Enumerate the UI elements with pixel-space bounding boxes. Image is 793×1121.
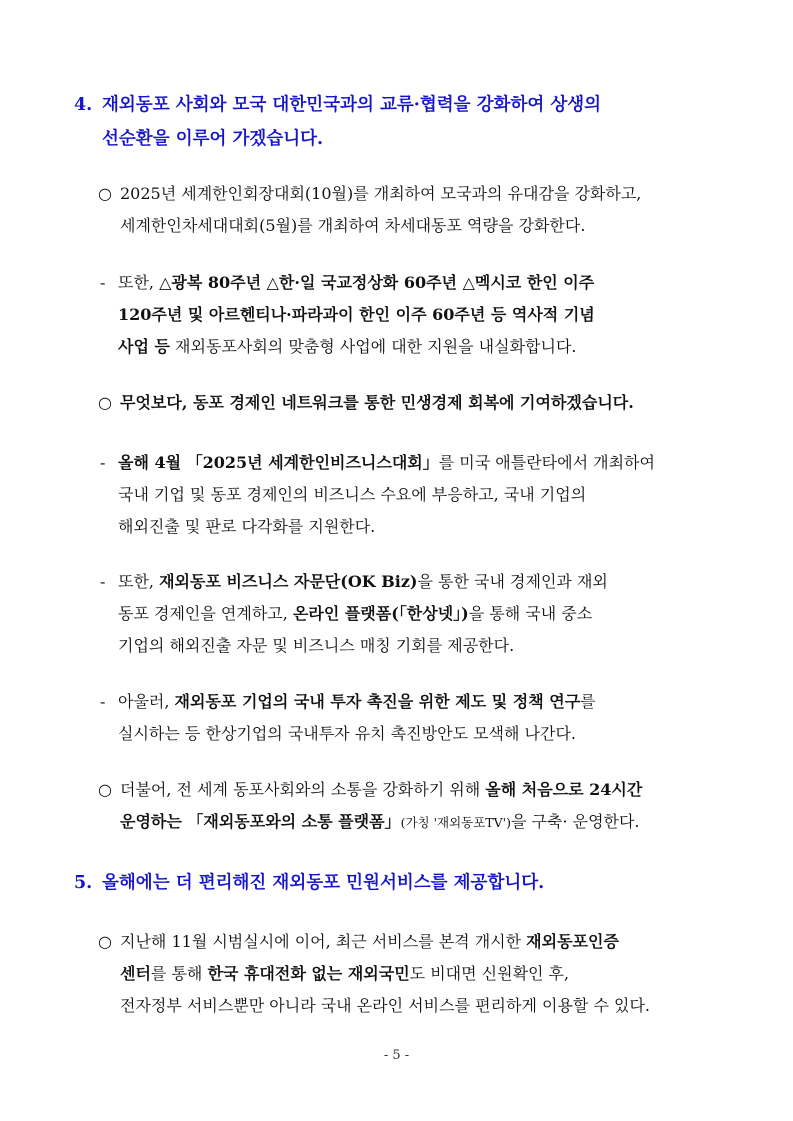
text-run: 지난해 11월 시범실시에 이어, 최근 서비스를 본격 개시한: [120, 932, 527, 951]
text-run: 재외동포사회의 맞춤형 사업에 대한 지원을 내실화합니다.: [169, 337, 577, 356]
text-run: 를 통해: [150, 964, 208, 983]
text-run: 을 통한 국내 경제인과 재외: [417, 572, 608, 591]
bullet-paragraph: [98, 926, 720, 1022]
paragraph-line: 실시하는 등 한상기업의 국내투자 유치 촉진방안도 모색해 나간다.: [118, 724, 577, 743]
section-5-heading: [74, 866, 724, 900]
bold-text: 올해 처음으로 24시간: [485, 780, 643, 799]
dash-paragraph: [100, 447, 720, 543]
text-run: 을 구축· 운영한다.: [510, 812, 640, 831]
bold-text: 온라인 플랫폼(「한상넷」): [292, 604, 469, 623]
bullet-paragraph: [98, 387, 720, 419]
text-run: 도 비대면 신원확인 후,: [409, 964, 570, 983]
dash-paragraph: [100, 267, 720, 363]
text-run: 아울러,: [118, 692, 175, 711]
bullet-paragraph: [98, 178, 720, 242]
section-title-line: 선순환을 이루어 가겠습니다.: [102, 129, 324, 149]
circle-bullet: ○: [98, 780, 112, 799]
bold-text: 재외동포인증: [526, 932, 619, 951]
text-run: 를 미국 애틀란타에서 개최하여: [438, 453, 655, 472]
bold-text: 무엇보다, 동포 경제인 네트워크를 통한 민생경제 회복에 기여하겠습니다.: [120, 393, 634, 412]
text-run: 또한,: [118, 572, 160, 591]
bold-text: 운영하는 「재외동포와의 소통 플랫폼」: [120, 812, 401, 831]
text-run: 을 통해 국내 중소: [468, 604, 593, 623]
text-run: 더불어, 전 세계 동포사회와의 소통을 강화하기 위해: [120, 780, 486, 799]
text-run: 동포 경제인을 연계하고,: [118, 604, 293, 623]
section-title-line: 올해에는 더 편리해진 재외동포 민원서비스를 제공합니다.: [102, 873, 545, 893]
section-number: 5.: [74, 873, 93, 893]
paragraph-line: 해외진출 및 판로 다각화를 지원한다.: [118, 517, 376, 536]
dash-bullet: -: [100, 273, 106, 292]
text-run: 또한,: [118, 273, 160, 292]
dash-bullet: -: [100, 692, 106, 711]
section-4-heading: [74, 88, 724, 156]
dash-paragraph: [100, 686, 720, 750]
bold-text: △광복 80주년 △한·일 국교정상화 60주년 △멕시코 한인 이주: [159, 273, 595, 292]
bold-text: 한국 휴대전화 없는 재외국민: [207, 964, 410, 983]
bold-text: 센터: [120, 964, 151, 983]
circle-bullet: ○: [98, 184, 112, 203]
paragraph-line: 전자정부 서비스뿐만 아니라 국내 온라인 서비스를 편리하게 이용할 수 있다.: [120, 996, 650, 1015]
dash-paragraph: [100, 566, 720, 662]
dash-bullet: -: [100, 572, 106, 591]
paragraph-line: 국내 기업 및 동포 경제인의 비즈니스 수요에 부응하고, 국내 기업의: [118, 485, 587, 504]
bullet-paragraph: [98, 774, 720, 839]
bold-text: 120주년 및 아르헨티나·파라과이 한인 이주 60주년 등 역사적 기념: [118, 305, 595, 324]
text-run: 를: [580, 692, 596, 711]
circle-bullet: ○: [98, 393, 112, 412]
paragraph-line: 세계한인차세대대회(5월)를 개최하여 차세대동포 역량을 강화한다.: [120, 216, 586, 235]
paragraph-line: 기업의 해외진출 자문 및 비즈니스 매칭 기회를 제공한다.: [118, 636, 515, 655]
bold-text: 올해 4월 「2025년 세계한인비즈니스대회」: [118, 453, 439, 472]
bold-text: 재외동포 비즈니스 자문단(OK Biz): [159, 572, 418, 591]
section-number: 4.: [74, 95, 93, 115]
bold-text: 사업 등: [118, 337, 170, 356]
circle-bullet: ○: [98, 932, 112, 951]
page-number: - 5 -: [383, 1048, 410, 1063]
dash-bullet: -: [100, 453, 106, 472]
paragraph-line: 2025년 세계한인회장대회(10월)를 개최하여 모국과의 유대감을 강화하고,: [120, 184, 642, 203]
section-title-line: 재외동포 사회와 모국 대한민국과의 교류·협력을 강화하여 상생의: [102, 95, 602, 115]
small-text: (가칭 '재외동포TV'): [400, 815, 511, 830]
bold-text: 재외동포 기업의 국내 투자 촉진을 위한 제도 및 정책 연구: [174, 692, 581, 711]
